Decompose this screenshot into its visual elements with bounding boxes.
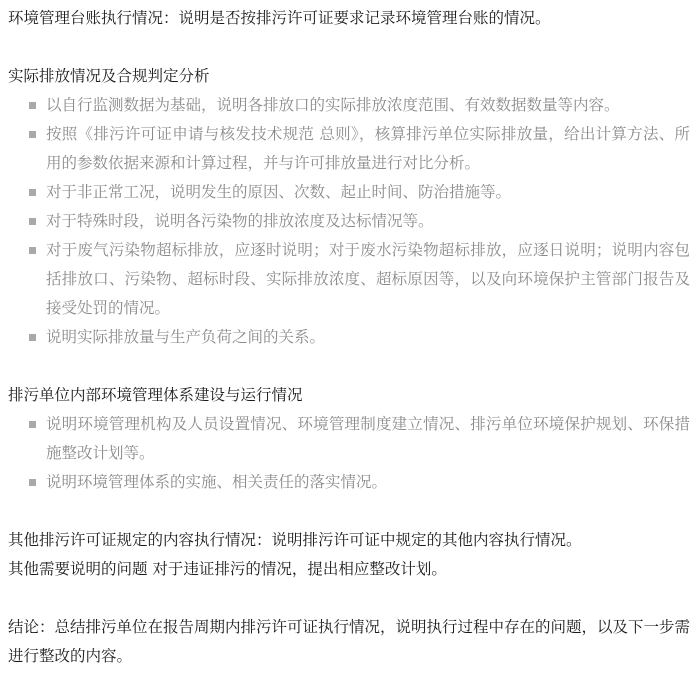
list-item [8, 236, 690, 323]
actual-emission-list [8, 91, 690, 352]
list-item [8, 91, 690, 120]
conclusion-paragraph: 结论：总结排污单位在报告周期内排污许可证执行情况，说明执行过程中存在的问题，以及下一步需进行整改的内容。 [8, 618, 691, 665]
ledger-paragraph: 环境管理台账执行情况：说明是否按排污许可证要求记录环境管理台账的情况。 [8, 9, 551, 27]
spacer [8, 33, 690, 62]
square-bullet-icon [29, 218, 36, 225]
document-body [8, 4, 690, 671]
list-item-text: 说明环境管理体系的实施、相关责任的落实情况。 [46, 473, 388, 491]
square-bullet-icon [29, 421, 36, 428]
other-issues-paragraph: 其他需要说明的问题 对于违证排污的情况，提出相应整改计划。 [8, 560, 447, 578]
square-bullet-icon [29, 131, 36, 138]
list-item [8, 120, 690, 178]
list-item-text: 对于非正常工况，说明发生的原因、次数、起止时间、防治措施等。 [46, 183, 512, 201]
list-item [8, 323, 690, 352]
square-bullet-icon [29, 334, 36, 341]
list-item-text: 以自行监测数据为基础，说明各排放口的实际排放浓度范围、有效数据数量等内容。 [46, 96, 620, 114]
spacer [8, 352, 690, 381]
list-item [8, 468, 690, 497]
list-item-text: 对于废气污染物超标排放，应逐时说明；对于废水污染物超标排放，应逐日说明；说明内容包括排放口、污染物、超标时段、实际排放浓度、超标原因等，以及向环境保护主管部门报告及接受处罚的情况。 [46, 241, 690, 317]
square-bullet-icon [29, 102, 36, 109]
list-item-text: 按照《排污许可证申请与核发技术规范 总则》，核算排污单位实际排放量，给出计算方法、所用的参数依据来源和计算过程，并与许可排放量进行对比分析。 [46, 125, 690, 172]
list-item-text: 说明实际排放量与生产负荷之间的关系。 [46, 328, 326, 346]
square-bullet-icon [29, 189, 36, 196]
spacer [8, 497, 690, 526]
list-item [8, 178, 690, 207]
square-bullet-icon [29, 479, 36, 486]
internal-management-heading: 排污单位内部环境管理体系建设与运行情况 [8, 386, 303, 404]
list-item-text: 说明环境管理机构及人员设置情况、环境管理制度建立情况、排污单位环境保护规划、环保措施整改计划等。 [46, 415, 690, 462]
other-provisions-paragraph: 其他排污许可证规定的内容执行情况：说明排污许可证中规定的其他内容执行情况。 [8, 531, 582, 549]
list-item-text: 对于特殊时段，说明各污染物的排放浓度及达标情况等。 [46, 212, 434, 230]
square-bullet-icon [29, 247, 36, 254]
list-item [8, 207, 690, 236]
internal-management-list [8, 410, 690, 497]
spacer [8, 584, 690, 613]
list-item [8, 410, 690, 468]
actual-emission-heading: 实际排放情况及合规判定分析 [8, 67, 210, 85]
